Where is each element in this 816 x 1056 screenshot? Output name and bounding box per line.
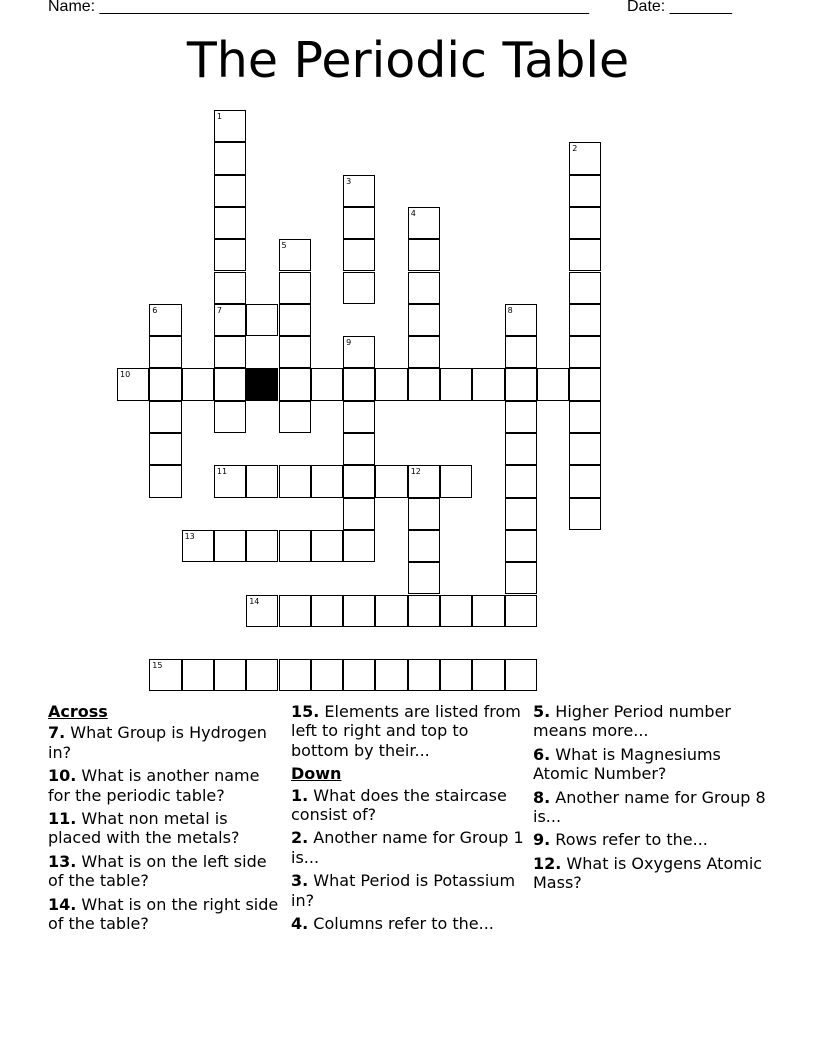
grid-cell[interactable]: [440, 368, 472, 400]
grid-cell[interactable]: [311, 595, 343, 627]
grid-cell[interactable]: [408, 498, 440, 530]
grid-cell[interactable]: [279, 530, 311, 562]
clue-text: Columns refer to the...: [308, 914, 494, 934]
clue-number: 11.: [48, 809, 77, 829]
grid-cell[interactable]: [569, 272, 601, 304]
grid-cell[interactable]: [214, 336, 246, 368]
page-title: The Periodic Table: [186, 32, 630, 89]
grid-cell[interactable]: [149, 336, 181, 368]
grid-cell[interactable]: [408, 562, 440, 594]
grid-cell[interactable]: [279, 272, 311, 304]
grid-cell[interactable]: [343, 368, 375, 400]
grid-cell[interactable]: [408, 239, 440, 271]
clue-number-label: 8: [507, 305, 513, 315]
grid-cell[interactable]: [343, 659, 375, 691]
black-cell: [246, 368, 278, 400]
grid-cell[interactable]: [214, 401, 246, 433]
clue-number-label: 14: [249, 596, 260, 606]
grid-cell[interactable]: [408, 304, 440, 336]
clue-text: What is on the left side of the table?: [48, 851, 267, 891]
clue-text: What is on the right side of the table?: [48, 894, 279, 934]
clue-down-1: [291, 786, 527, 825]
clue-across-7: [48, 723, 284, 762]
grid-cell[interactable]: [214, 659, 246, 691]
grid-cell[interactable]: [343, 175, 375, 207]
grid-cell[interactable]: [311, 530, 343, 562]
grid-cell[interactable]: [182, 530, 214, 562]
grid-cell[interactable]: [279, 465, 311, 497]
clue-number: 3.: [291, 871, 309, 891]
grid-cell[interactable]: [246, 530, 278, 562]
grid-cell[interactable]: [408, 336, 440, 368]
clue-column-1: [48, 702, 284, 937]
clue-number: 9.: [533, 830, 551, 850]
clue-text: What is another name for the periodic table?: [48, 766, 260, 805]
grid-cell[interactable]: [408, 368, 440, 400]
grid-cell[interactable]: [343, 465, 375, 497]
clue-number-label: 13: [184, 531, 195, 541]
grid-cell[interactable]: [569, 401, 601, 433]
down-heading: Down: [291, 764, 342, 784]
grid-cell[interactable]: [343, 207, 375, 239]
grid-cell[interactable]: [408, 530, 440, 562]
clue-number: 2.: [291, 828, 309, 848]
grid-cell[interactable]: [472, 659, 504, 691]
grid-cell[interactable]: [569, 336, 601, 368]
grid-cell[interactable]: [569, 175, 601, 207]
clue-number: 6.: [533, 744, 551, 764]
grid-cell[interactable]: [472, 595, 504, 627]
grid-cell[interactable]: [440, 465, 472, 497]
grid-cell[interactable]: [408, 659, 440, 691]
clue-text: What non metal is placed with the metals?: [48, 809, 240, 848]
grid-cell[interactable]: [440, 659, 472, 691]
clue-down-8: [533, 788, 769, 827]
clue-number-label: 7: [216, 305, 222, 315]
grid-cell[interactable]: [408, 595, 440, 627]
grid-cell[interactable]: [343, 433, 375, 465]
grid-cell[interactable]: [343, 272, 375, 304]
across-heading: Across: [48, 702, 108, 721]
clue-number-label: 9: [346, 338, 352, 348]
grid-cell[interactable]: [182, 659, 214, 691]
grid-cell[interactable]: [375, 368, 407, 400]
clue-number: 10.: [48, 766, 77, 786]
clue-text: What is Oxygens Atomic Mass?: [533, 853, 763, 893]
clue-down-4: [291, 914, 527, 933]
clue-across-15: [291, 702, 527, 760]
clue-number: 8.: [533, 787, 551, 807]
grid-cell[interactable]: [279, 368, 311, 400]
clue-text: Another name for Group 8 is...: [533, 787, 766, 827]
grid-cell[interactable]: [569, 368, 601, 400]
clue-number-label: 15: [152, 661, 163, 671]
grid-cell[interactable]: [375, 659, 407, 691]
date-field-label: Date: _______: [627, 0, 732, 15]
clue-number-label: 5: [281, 241, 287, 251]
grid-cell[interactable]: [505, 498, 537, 530]
grid-cell[interactable]: [246, 304, 278, 336]
grid-cell[interactable]: [505, 336, 537, 368]
grid-cell[interactable]: [246, 465, 278, 497]
grid-cell[interactable]: [214, 142, 246, 174]
clue-number: 4.: [291, 914, 309, 934]
grid-cell[interactable]: [311, 368, 343, 400]
grid-cell[interactable]: [214, 239, 246, 271]
name-field-label: Name: _______________________________________________________: [48, 0, 589, 15]
grid-cell[interactable]: [149, 465, 181, 497]
clue-across-10: [48, 766, 284, 805]
clue-number: 13.: [48, 851, 77, 871]
clue-number-label: 10: [120, 370, 131, 380]
clue-number: 7.: [48, 723, 66, 743]
grid-cell[interactable]: [343, 530, 375, 562]
grid-cell[interactable]: [279, 239, 311, 271]
grid-cell[interactable]: [182, 368, 214, 400]
clue-number-label: 6: [152, 305, 158, 315]
grid-cell[interactable]: [440, 595, 472, 627]
grid-cell[interactable]: [505, 595, 537, 627]
grid-cell[interactable]: [408, 465, 440, 497]
clue-text: Higher Period number means more...: [533, 702, 732, 741]
grid-cell[interactable]: [149, 401, 181, 433]
grid-cell[interactable]: [408, 272, 440, 304]
clue-down-6: [533, 745, 769, 784]
grid-cell[interactable]: [375, 595, 407, 627]
clue-text: What does the staircase consist of?: [291, 785, 507, 825]
clue-down-2: [291, 828, 527, 867]
clue-number-label: 1: [216, 112, 222, 121]
clue-text: What is Magnesiums Atomic Number?: [533, 744, 721, 784]
clue-column-2: [291, 702, 527, 937]
grid-cell[interactable]: [343, 498, 375, 530]
clue-number: 12.: [533, 853, 562, 873]
grid-cell[interactable]: [505, 530, 537, 562]
grid-cell[interactable]: [343, 401, 375, 433]
grid-cell[interactable]: [472, 368, 504, 400]
grid-cell[interactable]: [214, 272, 246, 304]
clue-number-label: 3: [346, 176, 352, 186]
grid-cell[interactable]: [279, 659, 311, 691]
grid-cell[interactable]: [214, 368, 246, 400]
grid-cell[interactable]: [214, 465, 246, 497]
clue-text: What Period is Potassium in?: [291, 871, 516, 910]
grid-cell[interactable]: [569, 465, 601, 497]
grid-cell[interactable]: [279, 336, 311, 368]
grid-cell[interactable]: [279, 304, 311, 336]
clue-number-label: 12: [410, 467, 421, 477]
grid-cell[interactable]: [505, 659, 537, 691]
grid-cell[interactable]: [246, 659, 278, 691]
grid-cell[interactable]: [311, 465, 343, 497]
grid-cell[interactable]: [569, 207, 601, 239]
grid-cell[interactable]: [149, 433, 181, 465]
clue-text: Elements are listed from left to right and top to bottom by their...: [291, 702, 521, 760]
grid-cell[interactable]: [505, 304, 537, 336]
grid-cell[interactable]: [214, 207, 246, 239]
clue-down-5: [533, 702, 769, 741]
grid-cell[interactable]: [149, 659, 181, 691]
grid-cell[interactable]: [505, 401, 537, 433]
grid-cell[interactable]: [343, 595, 375, 627]
clue-number: 14.: [48, 894, 77, 914]
clue-text: Rows refer to the...: [550, 830, 708, 850]
grid-cell[interactable]: [569, 304, 601, 336]
grid-cell[interactable]: [149, 368, 181, 400]
clue-number-label: 2: [572, 144, 578, 154]
grid-cell[interactable]: [505, 465, 537, 497]
grid-cell[interactable]: [214, 110, 246, 142]
clue-number-label: 11: [216, 467, 228, 477]
clue-number: 5.: [533, 702, 551, 721]
clue-across-13: [48, 852, 284, 891]
grid-cell[interactable]: [569, 239, 601, 271]
clue-down-12: [533, 854, 769, 893]
grid-cell[interactable]: [343, 239, 375, 271]
grid-cell[interactable]: [246, 595, 278, 627]
grid-cell[interactable]: [214, 530, 246, 562]
grid-cell[interactable]: [505, 562, 537, 594]
clue-column-3: [533, 702, 769, 897]
grid-cell[interactable]: [375, 465, 407, 497]
clue-across-14: [48, 895, 284, 934]
grid-cell[interactable]: [569, 433, 601, 465]
grid-cell[interactable]: [569, 498, 601, 530]
grid-cell[interactable]: [279, 595, 311, 627]
grid-cell[interactable]: [408, 207, 440, 239]
grid-cell[interactable]: [279, 401, 311, 433]
grid-cell[interactable]: [537, 368, 569, 400]
grid-cell[interactable]: [117, 368, 149, 400]
clue-text: Another name for Group 1 is...: [291, 828, 524, 867]
clue-number-label: 4: [410, 208, 416, 218]
grid-cell[interactable]: [311, 659, 343, 691]
grid-cell[interactable]: [343, 336, 375, 368]
clue-number: 1.: [291, 785, 309, 805]
grid-cell[interactable]: [569, 142, 601, 174]
grid-cell[interactable]: [214, 304, 246, 336]
clue-across-11: [48, 809, 284, 848]
clue-down-3: [291, 871, 527, 910]
clue-number: 15.: [291, 702, 320, 721]
grid-cell[interactable]: [505, 368, 537, 400]
grid-cell[interactable]: [214, 175, 246, 207]
clue-down-9: [533, 830, 769, 849]
grid-cell[interactable]: [505, 433, 537, 465]
clue-text: What Group is Hydrogen in?: [48, 723, 267, 762]
grid-cell[interactable]: [149, 304, 181, 336]
